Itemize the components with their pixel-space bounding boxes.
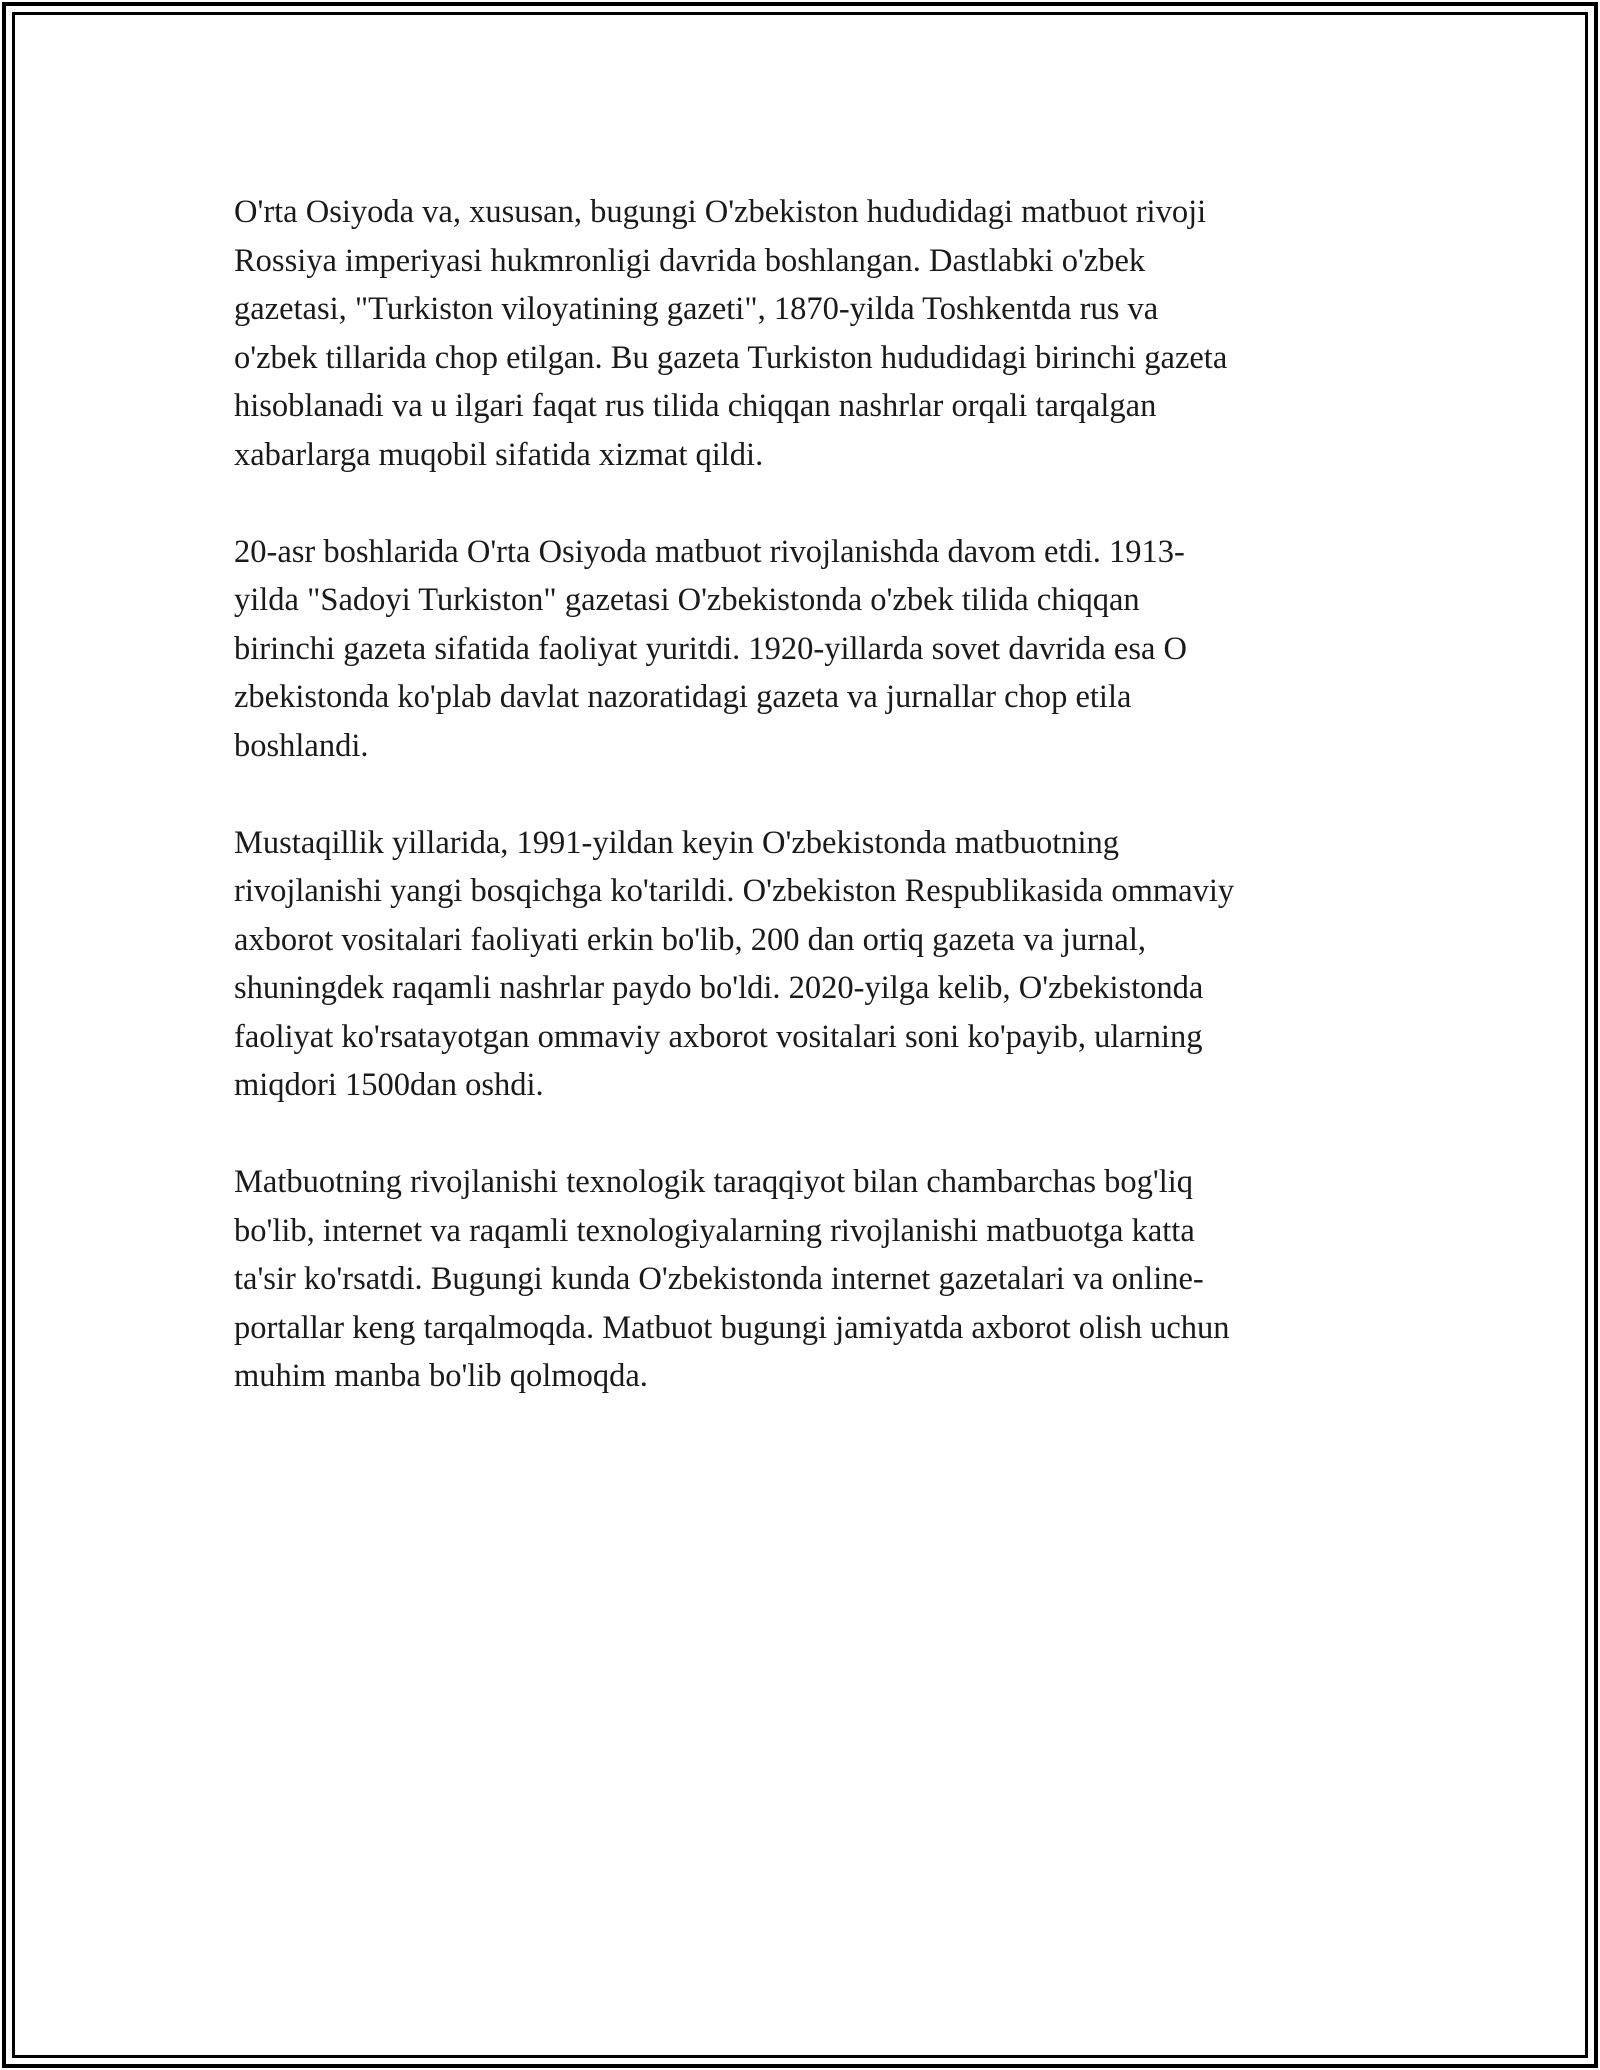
text-line: faoliyat ko'rsatayotgan ommaviy axborot vositalari soni ko'payib, ularning: [234, 1018, 1203, 1055]
paragraph-3: [234, 819, 1368, 1110]
text-line: yilda "Sadoyi Turkiston" gazetasi O'zbekistonda o'zbek tilida chiqqan: [234, 582, 1140, 618]
text-line: shuningdek raqamli nashrlar paydo bo'ldi. 2020-yilga kelib, O'zbekistonda: [234, 970, 1204, 1006]
text-line: muhim manba bo'lib qolmoqda.: [234, 1358, 648, 1394]
text-line: zbekistonda ko'plab davlat nazoratidagi gazeta va jurnallar chop etila: [234, 679, 1132, 715]
text-line: axborot vositalari faoliyati erkin bo'lib, 200 dan ortiq gazeta va jurnal,: [234, 921, 1146, 958]
paragraph-2: [234, 528, 1368, 771]
text-line: O'rta Osiyoda va, xususan, bugungi O'zbekiston hududidagi matbuot rivoji: [234, 194, 1207, 230]
text-line: hisoblanadi va u ilgari faqat rus tilida chiqqan nashrlar orqali tarqalgan: [234, 388, 1157, 424]
text-line: o'zbek tillarida chop etilgan. Bu gazeta Turkiston hududidagi birinchi gazeta: [234, 339, 1228, 376]
paragraph-4: [234, 1158, 1368, 1401]
text-line: Mustaqillik yillarida, 1991-yildan keyin O'zbekistonda matbuotning: [234, 824, 1120, 861]
text-line: miqdori 1500dan oshdi.: [234, 1067, 544, 1103]
text-line: Rossiya imperiyasi hukmronligi davrida boshlangan. Dastlabki o'zbek: [234, 242, 1146, 279]
text-line: bo'lib, internet va raqamli texnologiyalarning rivojlanishi matbuotga katta: [234, 1212, 1195, 1249]
paragraph-1: [234, 188, 1368, 479]
text-line: ta'sir ko'rsatdi. Bugungi kunda O'zbekistonda internet gazetalari va online-: [234, 1261, 1204, 1297]
text-line: xabarlarga muqobil sifatida xizmat qildi.: [234, 436, 764, 473]
text-line: boshlandi.: [234, 727, 369, 764]
text-line: Matbuotning rivojlanishi texnologik taraqqiyot bilan chambarchas bog'liq: [234, 1164, 1194, 1200]
document-body: [234, 188, 1368, 1401]
text-line: birinchi gazeta sifatida faoliyat yuritdi. 1920-yillarda sovet davrida esa O: [234, 630, 1188, 667]
text-line: gazetasi, "Turkiston viloyatining gazeti", 1870-yilda Toshkentda rus va: [234, 291, 1159, 327]
text-line: rivojlanishi yangi bosqichga ko'tarildi. O'zbekiston Respublikasida ommaviy: [234, 873, 1235, 909]
text-line: 20-asr boshlarida O'rta Osiyoda matbuot rivojlanishda davom etdi. 1913-: [234, 533, 1185, 570]
text-line: portallar keng tarqalmoqda. Matbuot bugungi jamiyatda axborot olish uchun: [234, 1309, 1230, 1346]
